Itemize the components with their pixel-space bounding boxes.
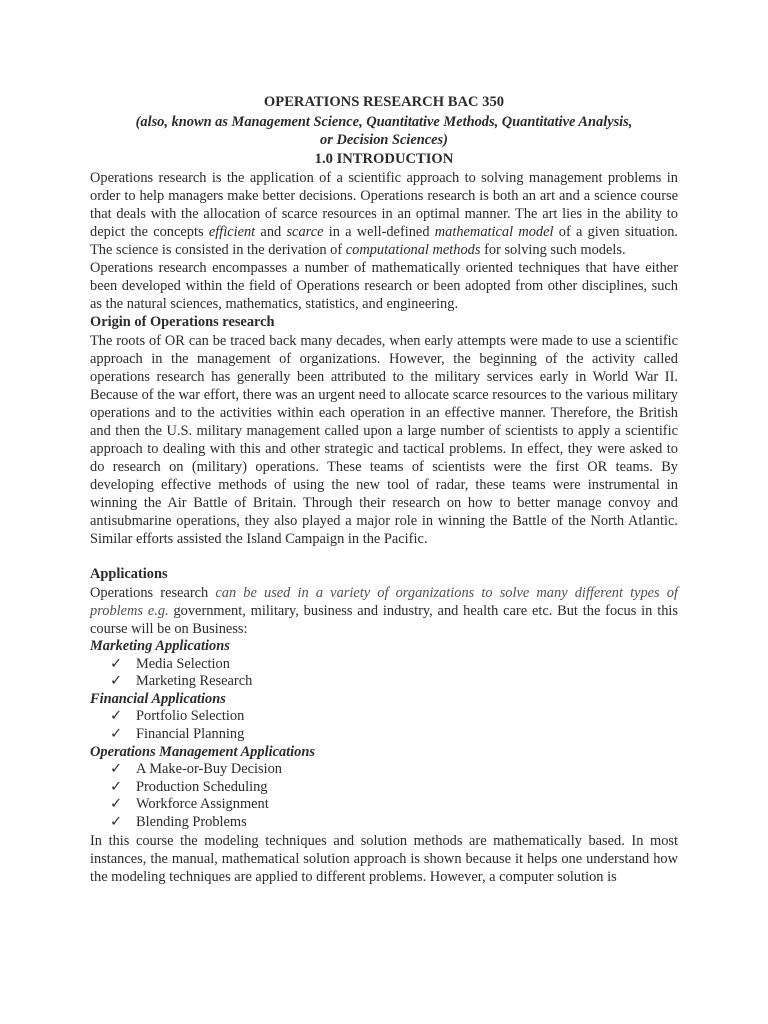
financial-list <box>90 708 678 743</box>
checkmark-icon: ✓ <box>110 708 123 725</box>
list-item: ✓ Financial Planning <box>110 725 245 742</box>
list-item: ✓ Production Scheduling <box>110 778 268 795</box>
checkmark-icon: ✓ <box>110 761 123 778</box>
list-item: ✓ Media Selection <box>110 655 230 672</box>
operations-list <box>90 761 678 831</box>
document-body <box>90 93 678 886</box>
group-title-operations: Operations Management Applications <box>90 743 315 760</box>
spacer <box>90 548 678 565</box>
list-item: ✓ Workforce Assignment <box>110 796 269 813</box>
document-subtitle: (also, known as Management Science, Quantitative Methods, Quantitative Analysis, or Decision Sciences) <box>135 114 633 148</box>
checkmark-icon: ✓ <box>110 796 123 813</box>
list-item: ✓ Blending Problems <box>110 813 247 830</box>
document-title: OPERATIONS RESEARCH BAC 350 <box>263 94 505 110</box>
checkmark-icon: ✓ <box>110 813 123 830</box>
origin-heading: Origin of Operations research <box>90 314 275 330</box>
list-item: ✓ A Make-or-Buy Decision <box>110 761 282 778</box>
group-title-financial: Financial Applications <box>90 690 226 707</box>
intro-paragraph-1: Operations research is the application of a scientific approach to solving management problems in order to help managers make better decisions. Operations research is both an art and a science course that deals with the allocation of scarce resources in an optimal manner. The art lies in the ability to depict the concepts efficient and scarce in a well-defined mathematical model of a given situation. The science is consisted in the derivation of computational methods for solving such models. <box>90 170 678 258</box>
list-item: ✓ Marketing Research <box>110 673 253 690</box>
origin-paragraph: The roots of OR can be traced back many decades, when early attempts were made to use a scientific approach in the management of organizations. However, the beginning of the activity called operations research has generally been attributed to the military services early in World War II. Because of the war effort, there was an urgent need to allocate scarce resources to the various military operations and to the activities within each operation in an effective manner. Therefore, the British and then the U.S. military management called upon a large number of scientists to apply a scientific approach to dealing with this and other strategic and tactical problems. In effect, they were asked to do research on (military) operations. These teams of scientists were the first OR teams. By developing effective methods of using the new tool of radar, these teams were instrumental in winning the Air Battle of Britain. Through their research on how to better manage convoy and antisubmarine operations, they also played a major role in winning the Battle of the North Atlantic. Similar efforts assisted the Island Campaign in the Pacific. <box>90 333 678 547</box>
checkmark-icon: ✓ <box>110 725 123 742</box>
applications-intro: Operations research can be used in a variety of organizations to solve many different types of problems e.g. government, military, business and industry, and health care etc. But the focus in this course will be on Business: <box>90 585 678 637</box>
group-title-marketing: Marketing Applications <box>90 638 230 654</box>
section-heading: 1.0 INTRODUCTION <box>314 151 454 167</box>
intro-paragraph-2: Operations research encompasses a number of mathematically oriented techniques that have either been developed within the field of Operations research or been adopted from other disciplines, such as the natural sciences, mathematics, statistics, and engineering. <box>90 260 678 312</box>
marketing-list <box>90 656 678 691</box>
checkmark-icon: ✓ <box>110 655 123 672</box>
applications-heading: Applications <box>90 566 168 582</box>
list-item: ✓ Portfolio Selection <box>110 708 245 725</box>
checkmark-icon: ✓ <box>110 673 123 690</box>
closing-paragraph: In this course the modeling techniques and solution methods are mathematically based. In most instances, the manual, mathematical solution approach is shown because it helps one understand how the modeling techniques are applied to different problems. However, a computer solution is <box>90 832 678 885</box>
checkmark-icon: ✓ <box>110 778 123 795</box>
